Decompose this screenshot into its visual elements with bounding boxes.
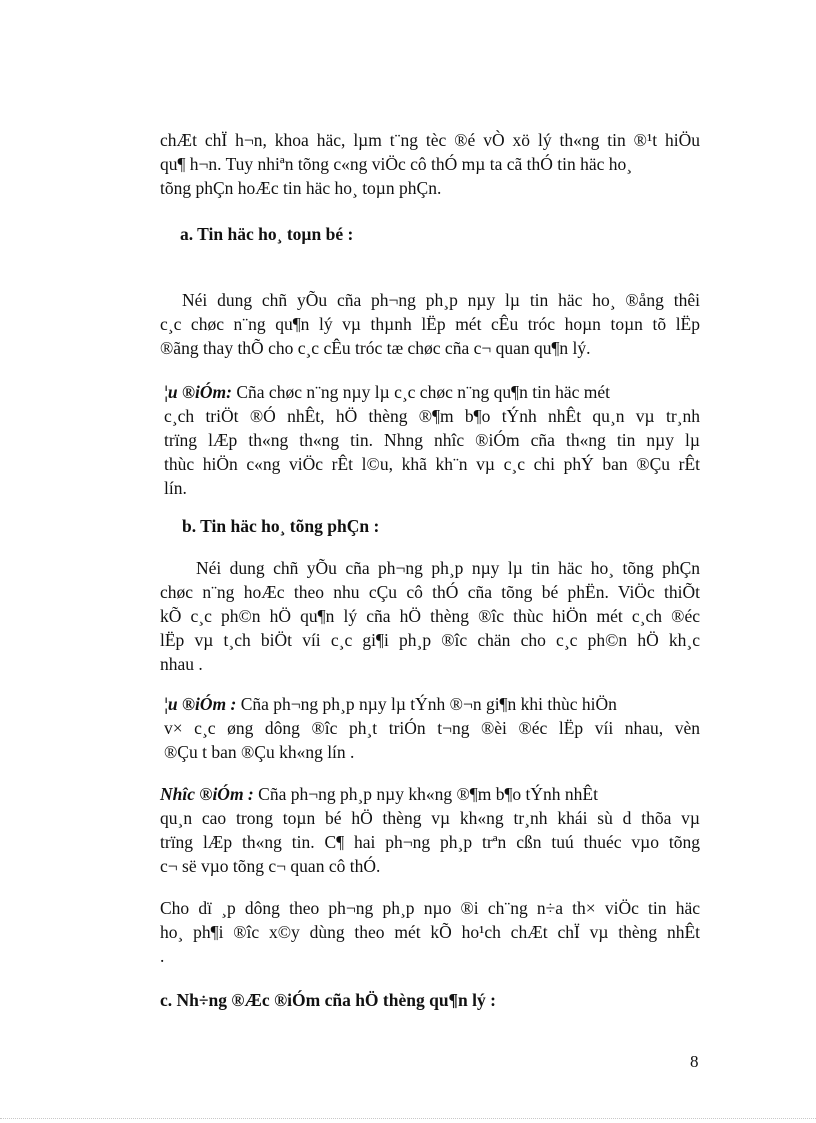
advantage-label: ¦u ®iÓm: bbox=[164, 382, 232, 402]
text-line: lËp vµ t¸ch biÖt víi c¸c gi¶i ph¸p ®îc chän cho c¸c ph©n hÖ kh¸c bbox=[160, 630, 700, 650]
text-line bbox=[160, 782, 700, 806]
text-line: c¸c chøc n¨ng qu¶n lý vµ thµnh lËp mét cÊu tróc hoµn toµn tõ lËp bbox=[160, 314, 700, 334]
text-line: Néi dung chñ yÕu cña ph¬ng ph¸p nµy lµ tin häc ho¸ tõng phÇn bbox=[196, 558, 700, 578]
text-line: . bbox=[160, 946, 165, 966]
disadvantage-label: Nhîc ®iÓm : bbox=[160, 784, 254, 804]
text-line: trïng lÆp th«ng th«ng tin. Nhng nhîc ®iÓm cña th«ng tin nµy lµ bbox=[164, 430, 700, 450]
text-line: qu¶ h¬n. Tuy nhiªn tõng c«ng viÖc cô thÓ mµ ta cã thÓ tin häc ho¸ bbox=[160, 154, 633, 174]
text-line: chøc n¨ng hoÆc theo nhu cÇu cô thÓ cña tõng bé phËn. ViÖc thiÕt bbox=[160, 582, 700, 602]
section-c-heading: c. Nh÷ng ®Æc ®iÓm cña hÖ thèng qu¶n lý : bbox=[160, 990, 496, 1010]
text-line: tõng phÇn hoÆc tin häc ho¸ toµn phÇn. bbox=[160, 178, 442, 198]
section-a-heading: a. Tin häc ho¸ toµn bé : bbox=[180, 224, 354, 244]
page-bottom-divider bbox=[0, 1118, 816, 1119]
text-line: v× c¸c øng dông ®îc ph¸t triÓn t¬ng ®èi ®éc lËp víi nhau, vèn bbox=[164, 718, 700, 738]
text-line bbox=[164, 380, 700, 404]
text-fragment: Cña chøc n¨ng nµy lµ c¸c chøc n¨ng qu¶n tin häc mét bbox=[231, 382, 610, 402]
section-b-heading: b. Tin häc ho¸ tõng phÇn : bbox=[182, 516, 380, 536]
closing-paragraph bbox=[160, 896, 700, 968]
text-fragment: Cña ph¬ng ph¸p nµy lµ tÝnh ®¬n gi¶n khi thùc hiÖn bbox=[236, 694, 617, 714]
text-fragment: Cña ph¬ng ph¸p nµy kh«ng ®¶m b¶o tÝnh nhÊt bbox=[253, 784, 598, 804]
text-line: trïng lÆp th«ng tin. C¶ hai ph¬ng ph¸p trªn cßn tuú thuéc vµo tõng bbox=[160, 832, 700, 852]
text-line: ®ãng thay thÕ cho c¸c cÊu tróc tæ chøc cña c¬ quan qu¶n lý. bbox=[160, 338, 591, 358]
section-b-advantages bbox=[164, 692, 700, 764]
section-a-paragraph bbox=[160, 288, 700, 360]
text-line: lín. bbox=[164, 478, 187, 498]
text-line: thùc hiÖn c«ng viÖc rÊt l©u, khã kh¨n vµ c¸c chi phÝ ban ®Çu rÊt bbox=[164, 454, 700, 474]
section-b-paragraph bbox=[160, 556, 700, 676]
section-b-disadvantages bbox=[160, 782, 700, 878]
section-a-advantages bbox=[164, 380, 700, 500]
text-line: Cho dï ¸p dông theo ph¬ng ph¸p nµo ®i ch¨ng n÷a th× viÖc tin häc bbox=[160, 898, 700, 918]
page-number: 8 bbox=[690, 1052, 699, 1071]
text-line: qu¸n cao trong toµn bé hÖ thèng vµ kh«ng tr¸nh khái sù d thõa vµ bbox=[160, 808, 700, 828]
text-line: kÕ c¸c ph©n hÖ qu¶n lý cña hÖ thèng ®îc thùc hiÖn mét c¸ch ®éc bbox=[160, 606, 700, 626]
text-line: c¸ch triÖt ®Ó nhÊt, hÖ thèng ®¶m b¶o tÝnh nhÊt qu¸n vµ tr¸nh bbox=[164, 406, 700, 426]
text-line: c¬ së vµo tõng c¬ quan cô thÓ. bbox=[160, 856, 381, 876]
text-line: Néi dung chñ yÕu cña ph¬ng ph¸p nµy lµ tin häc ho¸ ®ång thêi bbox=[182, 290, 700, 310]
intro-paragraph bbox=[160, 128, 700, 200]
text-line: ®Çu t ban ®Çu kh«ng lín . bbox=[164, 742, 355, 762]
text-line bbox=[164, 692, 700, 716]
text-line: nhau . bbox=[160, 654, 203, 674]
text-line: chÆt chÏ h¬n, khoa häc, lµm t¨ng tèc ®é vÒ xö lý th«ng tin ®¹t hiÖu bbox=[160, 130, 700, 150]
advantage-label: ¦u ®iÓm : bbox=[164, 694, 237, 714]
text-line: ho¸ ph¶i ®îc x©y dùng theo mét kÕ ho¹ch chÆt chÏ vµ thèng nhÊt bbox=[160, 922, 700, 942]
